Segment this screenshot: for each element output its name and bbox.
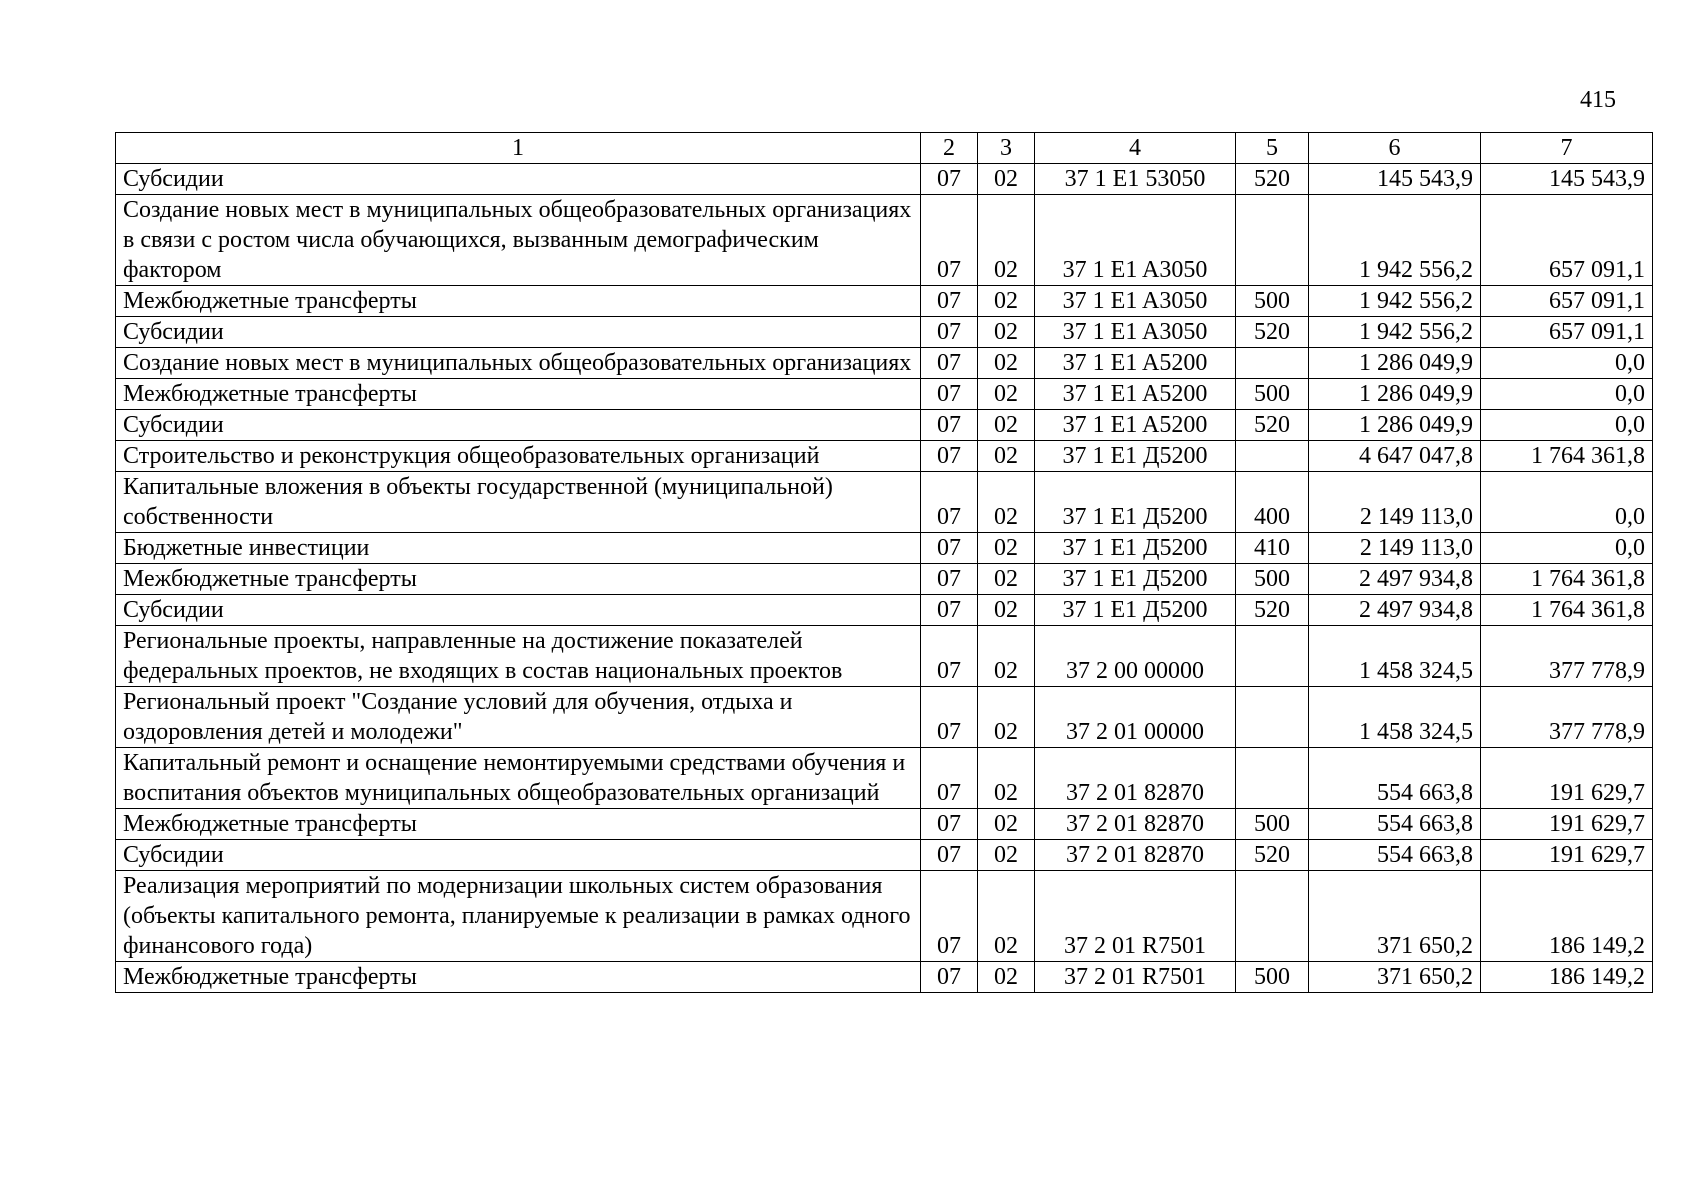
row-amount-2-cell: 1 764 361,8 [1481, 441, 1653, 472]
table-row [116, 809, 1653, 840]
row-amount-1-cell: 371 650,2 [1309, 871, 1481, 962]
row-section-cell: 07 [921, 626, 978, 687]
row-amount-2-cell: 186 149,2 [1481, 962, 1653, 993]
row-subsection-cell: 02 [978, 317, 1035, 348]
row-name-cell: Капитальные вложения в объекты государственной (муниципальной) собственности [116, 472, 921, 533]
row-target-code-cell: 37 2 01 82870 [1035, 840, 1236, 871]
row-amount-1-cell: 145 543,9 [1309, 164, 1481, 195]
row-amount-2-cell: 1 764 361,8 [1481, 595, 1653, 626]
row-target-code-cell: 37 1 E1 A5200 [1035, 348, 1236, 379]
row-name-cell: Создание новых мест в муниципальных общеобразовательных организациях [116, 348, 921, 379]
table-row [116, 348, 1653, 379]
row-name-cell: Субсидии [116, 164, 921, 195]
row-section-cell: 07 [921, 564, 978, 595]
row-expense-type-cell: 500 [1236, 564, 1309, 595]
page-number: 415 [1580, 87, 1616, 113]
row-expense-type-cell: 400 [1236, 472, 1309, 533]
row-target-code-cell: 37 1 E1 Д5200 [1035, 472, 1236, 533]
row-expense-type-cell: 500 [1236, 379, 1309, 410]
row-section-cell: 07 [921, 317, 978, 348]
header-col-7: 7 [1481, 133, 1653, 164]
header-col-4: 4 [1035, 133, 1236, 164]
table-row [116, 286, 1653, 317]
row-expense-type-cell: 500 [1236, 809, 1309, 840]
row-section-cell: 07 [921, 410, 978, 441]
row-section-cell: 07 [921, 195, 978, 286]
row-section-cell: 07 [921, 441, 978, 472]
row-name-cell: Межбюджетные трансферты [116, 286, 921, 317]
row-subsection-cell: 02 [978, 840, 1035, 871]
row-amount-1-cell: 1 286 049,9 [1309, 410, 1481, 441]
table-row [116, 626, 1653, 687]
row-name-cell: Межбюджетные трансферты [116, 379, 921, 410]
row-amount-2-cell: 0,0 [1481, 533, 1653, 564]
row-target-code-cell: 37 1 E1 53050 [1035, 164, 1236, 195]
table-row [116, 164, 1653, 195]
row-section-cell: 07 [921, 962, 978, 993]
row-subsection-cell: 02 [978, 533, 1035, 564]
row-subsection-cell: 02 [978, 164, 1035, 195]
row-expense-type-cell: 520 [1236, 164, 1309, 195]
row-amount-2-cell: 1 764 361,8 [1481, 564, 1653, 595]
row-name-cell: Создание новых мест в муниципальных общеобразовательных организациях в связи с ростом числа обучающихся, вызванным демографическим фактором [116, 195, 921, 286]
row-subsection-cell: 02 [978, 595, 1035, 626]
table-row [116, 748, 1653, 809]
row-subsection-cell: 02 [978, 348, 1035, 379]
row-expense-type-cell [1236, 687, 1309, 748]
table-row [116, 564, 1653, 595]
row-amount-1-cell: 1 942 556,2 [1309, 195, 1481, 286]
row-amount-2-cell: 0,0 [1481, 379, 1653, 410]
row-target-code-cell: 37 1 E1 A3050 [1035, 317, 1236, 348]
row-name-cell: Региональные проекты, направленные на достижение показателей федеральных проектов, не входящих в состав национальных проектов [116, 626, 921, 687]
row-expense-type-cell: 520 [1236, 410, 1309, 441]
row-amount-1-cell: 1 458 324,5 [1309, 687, 1481, 748]
table-body [116, 133, 1653, 993]
row-target-code-cell: 37 1 E1 A3050 [1035, 286, 1236, 317]
row-amount-2-cell: 191 629,7 [1481, 748, 1653, 809]
row-subsection-cell: 02 [978, 626, 1035, 687]
table-row [116, 595, 1653, 626]
row-subsection-cell: 02 [978, 809, 1035, 840]
row-expense-type-cell: 410 [1236, 533, 1309, 564]
row-amount-1-cell: 1 942 556,2 [1309, 317, 1481, 348]
row-amount-2-cell: 657 091,1 [1481, 286, 1653, 317]
table-row [116, 472, 1653, 533]
table-row [116, 533, 1653, 564]
row-section-cell: 07 [921, 286, 978, 317]
row-name-cell: Строительство и реконструкция общеобразовательных организаций [116, 441, 921, 472]
table-header-row [116, 133, 1653, 164]
row-target-code-cell: 37 2 01 R7501 [1035, 871, 1236, 962]
row-amount-1-cell: 1 942 556,2 [1309, 286, 1481, 317]
row-subsection-cell: 02 [978, 286, 1035, 317]
row-amount-2-cell: 377 778,9 [1481, 687, 1653, 748]
row-name-cell: Реализация мероприятий по модернизации школьных систем образования (объекты капитального ремонта, планируемые к реализации в рамках одного финансового года) [116, 871, 921, 962]
row-amount-2-cell: 186 149,2 [1481, 871, 1653, 962]
header-col-5: 5 [1236, 133, 1309, 164]
row-amount-1-cell: 371 650,2 [1309, 962, 1481, 993]
row-subsection-cell: 02 [978, 472, 1035, 533]
row-section-cell: 07 [921, 687, 978, 748]
row-section-cell: 07 [921, 348, 978, 379]
row-amount-1-cell: 554 663,8 [1309, 840, 1481, 871]
row-target-code-cell: 37 1 E1 Д5200 [1035, 564, 1236, 595]
row-section-cell: 07 [921, 840, 978, 871]
table-row [116, 379, 1653, 410]
row-section-cell: 07 [921, 164, 978, 195]
row-amount-1-cell: 554 663,8 [1309, 748, 1481, 809]
row-expense-type-cell [1236, 441, 1309, 472]
header-col-2: 2 [921, 133, 978, 164]
row-expense-type-cell [1236, 348, 1309, 379]
row-amount-1-cell: 1 286 049,9 [1309, 348, 1481, 379]
row-subsection-cell: 02 [978, 379, 1035, 410]
row-expense-type-cell: 520 [1236, 595, 1309, 626]
row-section-cell: 07 [921, 379, 978, 410]
row-expense-type-cell: 520 [1236, 317, 1309, 348]
row-name-cell: Межбюджетные трансферты [116, 809, 921, 840]
table-row [116, 871, 1653, 962]
row-section-cell: 07 [921, 748, 978, 809]
row-amount-1-cell: 2 149 113,0 [1309, 472, 1481, 533]
header-col-3: 3 [978, 133, 1035, 164]
row-amount-2-cell: 0,0 [1481, 472, 1653, 533]
row-amount-2-cell: 191 629,7 [1481, 840, 1653, 871]
row-amount-2-cell: 145 543,9 [1481, 164, 1653, 195]
row-name-cell: Региональный проект "Создание условий для обучения, отдыха и оздоровления детей и молодежи" [116, 687, 921, 748]
header-col-1: 1 [116, 133, 921, 164]
row-name-cell: Капитальный ремонт и оснащение немонтируемыми средствами обучения и воспитания объектов муниципальных общеобразовательных организаций [116, 748, 921, 809]
row-amount-2-cell: 191 629,7 [1481, 809, 1653, 840]
row-name-cell: Межбюджетные трансферты [116, 564, 921, 595]
table-row [116, 410, 1653, 441]
row-subsection-cell: 02 [978, 195, 1035, 286]
row-amount-1-cell: 2 149 113,0 [1309, 533, 1481, 564]
row-amount-1-cell: 4 647 047,8 [1309, 441, 1481, 472]
row-subsection-cell: 02 [978, 441, 1035, 472]
table-row [116, 441, 1653, 472]
row-target-code-cell: 37 1 E1 A5200 [1035, 379, 1236, 410]
row-name-cell: Субсидии [116, 595, 921, 626]
row-subsection-cell: 02 [978, 687, 1035, 748]
table-row [116, 195, 1653, 286]
row-target-code-cell: 37 1 E1 A3050 [1035, 195, 1236, 286]
row-section-cell: 07 [921, 871, 978, 962]
row-name-cell: Субсидии [116, 317, 921, 348]
row-target-code-cell: 37 2 00 00000 [1035, 626, 1236, 687]
row-section-cell: 07 [921, 533, 978, 564]
row-target-code-cell: 37 2 01 00000 [1035, 687, 1236, 748]
row-amount-2-cell: 377 778,9 [1481, 626, 1653, 687]
row-target-code-cell: 37 1 E1 Д5200 [1035, 595, 1236, 626]
row-expense-type-cell: 500 [1236, 962, 1309, 993]
row-name-cell: Межбюджетные трансферты [116, 962, 921, 993]
row-section-cell: 07 [921, 595, 978, 626]
row-target-code-cell: 37 2 01 82870 [1035, 809, 1236, 840]
row-name-cell: Бюджетные инвестиции [116, 533, 921, 564]
row-amount-1-cell: 1 286 049,9 [1309, 379, 1481, 410]
row-section-cell: 07 [921, 472, 978, 533]
row-amount-2-cell: 0,0 [1481, 348, 1653, 379]
row-name-cell: Субсидии [116, 840, 921, 871]
row-subsection-cell: 02 [978, 564, 1035, 595]
budget-table [115, 132, 1653, 993]
header-col-6: 6 [1309, 133, 1481, 164]
row-subsection-cell: 02 [978, 748, 1035, 809]
table-row [116, 962, 1653, 993]
row-subsection-cell: 02 [978, 962, 1035, 993]
row-amount-1-cell: 2 497 934,8 [1309, 564, 1481, 595]
row-section-cell: 07 [921, 809, 978, 840]
row-subsection-cell: 02 [978, 871, 1035, 962]
row-expense-type-cell [1236, 871, 1309, 962]
row-target-code-cell: 37 1 E1 A5200 [1035, 410, 1236, 441]
table-row [116, 317, 1653, 348]
row-amount-2-cell: 657 091,1 [1481, 195, 1653, 286]
row-expense-type-cell [1236, 626, 1309, 687]
row-amount-2-cell: 0,0 [1481, 410, 1653, 441]
row-subsection-cell: 02 [978, 410, 1035, 441]
row-expense-type-cell [1236, 748, 1309, 809]
row-amount-1-cell: 2 497 934,8 [1309, 595, 1481, 626]
row-amount-1-cell: 1 458 324,5 [1309, 626, 1481, 687]
row-target-code-cell: 37 1 E1 Д5200 [1035, 533, 1236, 564]
row-target-code-cell: 37 2 01 82870 [1035, 748, 1236, 809]
row-name-cell: Субсидии [116, 410, 921, 441]
row-expense-type-cell: 520 [1236, 840, 1309, 871]
row-expense-type-cell [1236, 195, 1309, 286]
table-row [116, 687, 1653, 748]
row-target-code-cell: 37 2 01 R7501 [1035, 962, 1236, 993]
row-amount-1-cell: 554 663,8 [1309, 809, 1481, 840]
row-target-code-cell: 37 1 E1 Д5200 [1035, 441, 1236, 472]
row-expense-type-cell: 500 [1236, 286, 1309, 317]
row-amount-2-cell: 657 091,1 [1481, 317, 1653, 348]
table-row [116, 840, 1653, 871]
